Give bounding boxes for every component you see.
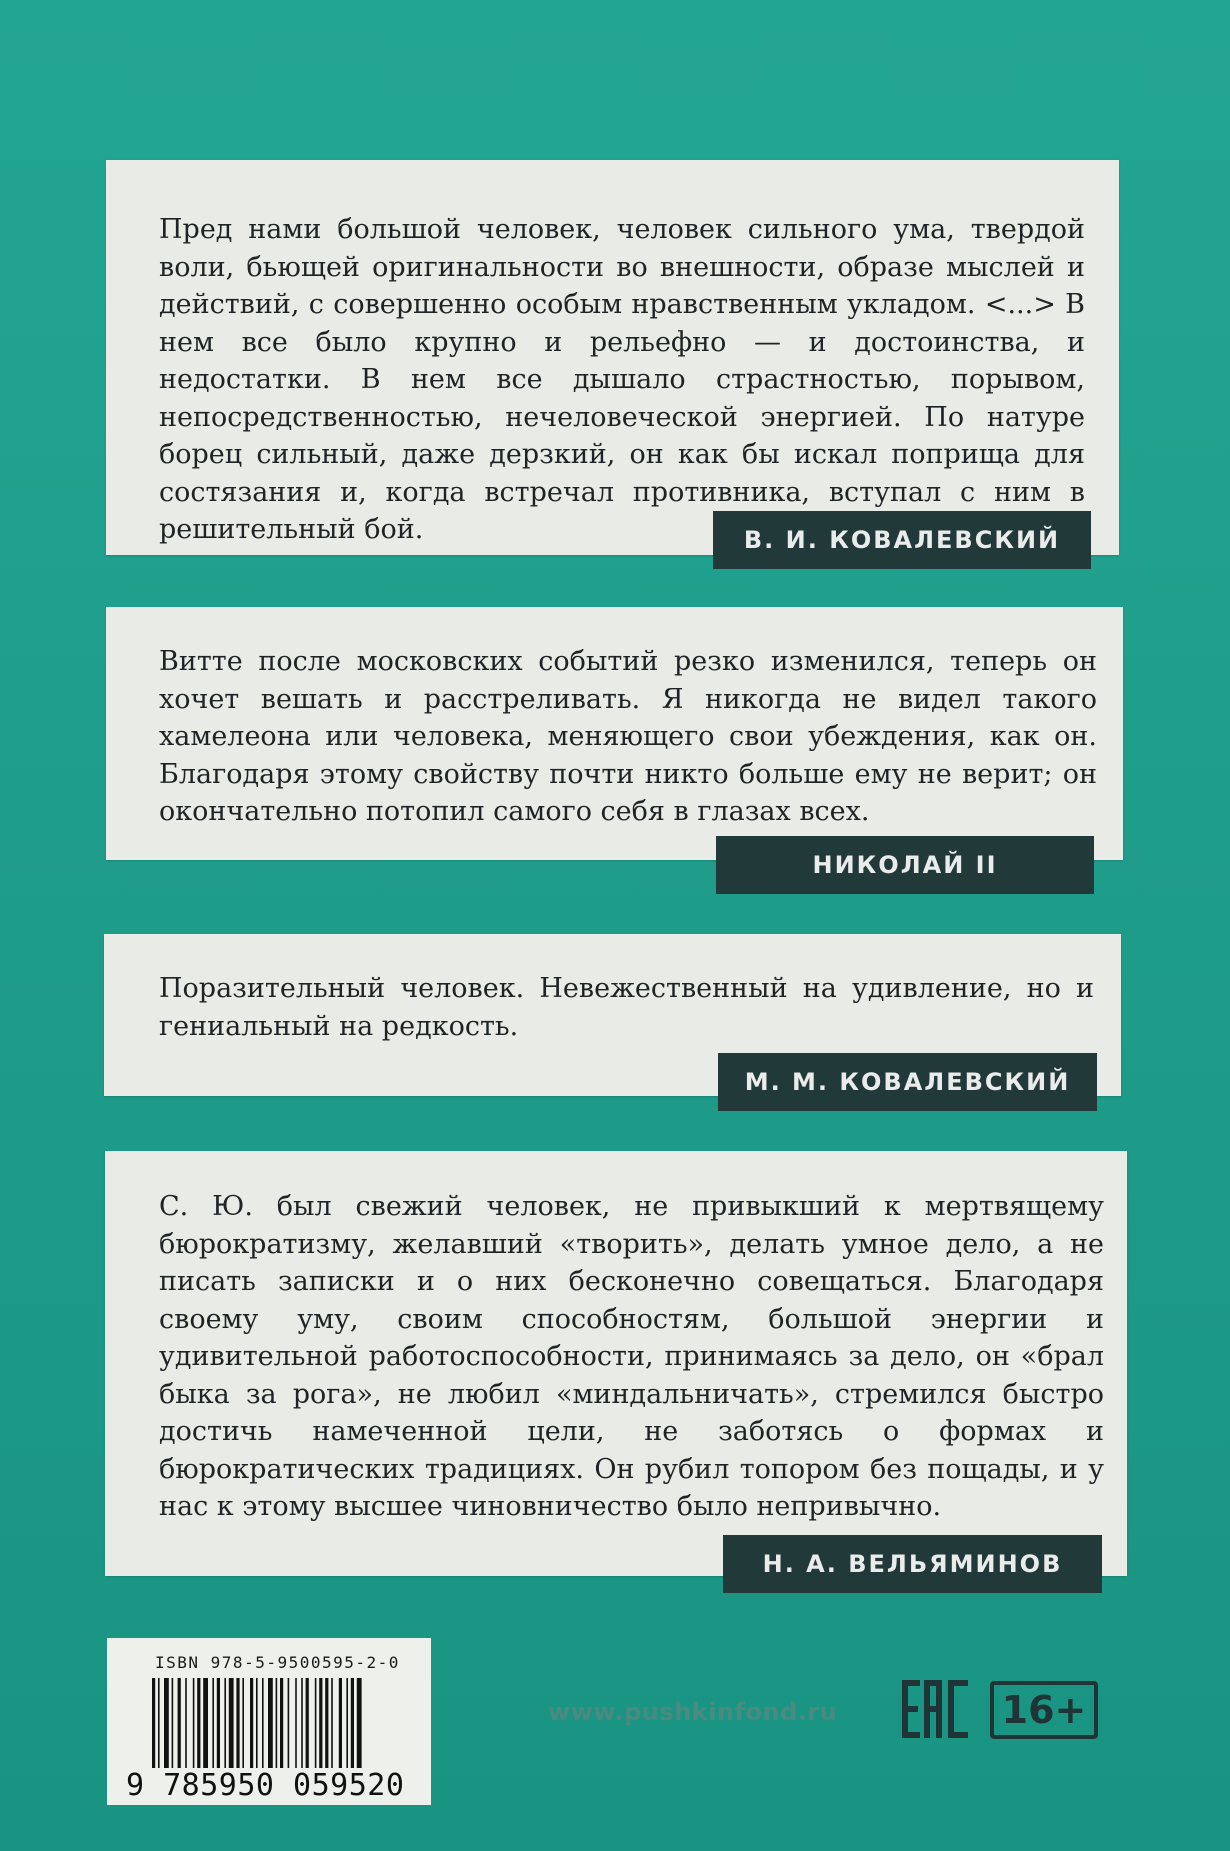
quote-author-3: М. М. КОВАЛЕВСКИЙ <box>718 1053 1097 1111</box>
quote-text-1: Пред нами большой человек, человек сильного ума, твердой воли, бьющей оригинальности во внешности, образе мыслей и действий, с совершенно особым нравственным укладом. <...> В нем все было крупно и рельефно — и достоинства, и недостатки. В нем все дышало страстностью, порывом, непосредственностью, нечеловеческой энергией. По натуре борец сильный, даже дерзкий, он как бы искал поприща для состязания и, когда встречал противника, вступал с ним в решительный бой. <box>159 214 1085 545</box>
eac-icon <box>900 1676 970 1742</box>
publisher-website: www.pushkinfond.ru <box>548 1698 838 1726</box>
quote-text-2: Витте после московских событий резко изменился, теперь он хочет вешать и расстреливать. Я никогда не видел такого хамелеона или человека, меняющего свои убеждения, как он. Благодаря этому свойству почти никто больше ему не верит; он окончательно потопил самого себя в глазах всех. <box>159 646 1097 827</box>
quote-text-4: С. Ю. был свежий человек, не привыкший к мертвящему бюрократизму, желавший «творить», делать умное дело, а не писать записки и о них бесконечно совещаться. Благодаря своему уму, своим способностям, большой энергии и удивительной работоспособности, принимаясь за дело, он «брал быка за рога», не любил «миндальничать», стремился быстро достичь намеченной цели, не заботясь о формах и бюрократических традициях. Он рубил топором без пощады, и у нас к этому высшее чиновничество было непривычно. <box>159 1191 1104 1522</box>
quote-text-3: Поразительный человек. Невежественный на удивление, но и гениальный на редкость. <box>159 973 1094 1042</box>
quote-author-2: НИКОЛАЙ II <box>716 836 1094 894</box>
age-rating-badge: 16+ <box>990 1681 1098 1739</box>
quote-author-4: Н. А. ВЕЛЬЯМИНОВ <box>723 1535 1102 1593</box>
isbn-label: ISBN 978-5-9500595-2-0 <box>155 1653 400 1672</box>
barcode-icon <box>152 1678 417 1780</box>
quote-author-1: В. И. КОВАЛЕВСКИЙ <box>713 511 1091 569</box>
barcode-digits: 9 785950 059520 <box>126 1768 405 1803</box>
